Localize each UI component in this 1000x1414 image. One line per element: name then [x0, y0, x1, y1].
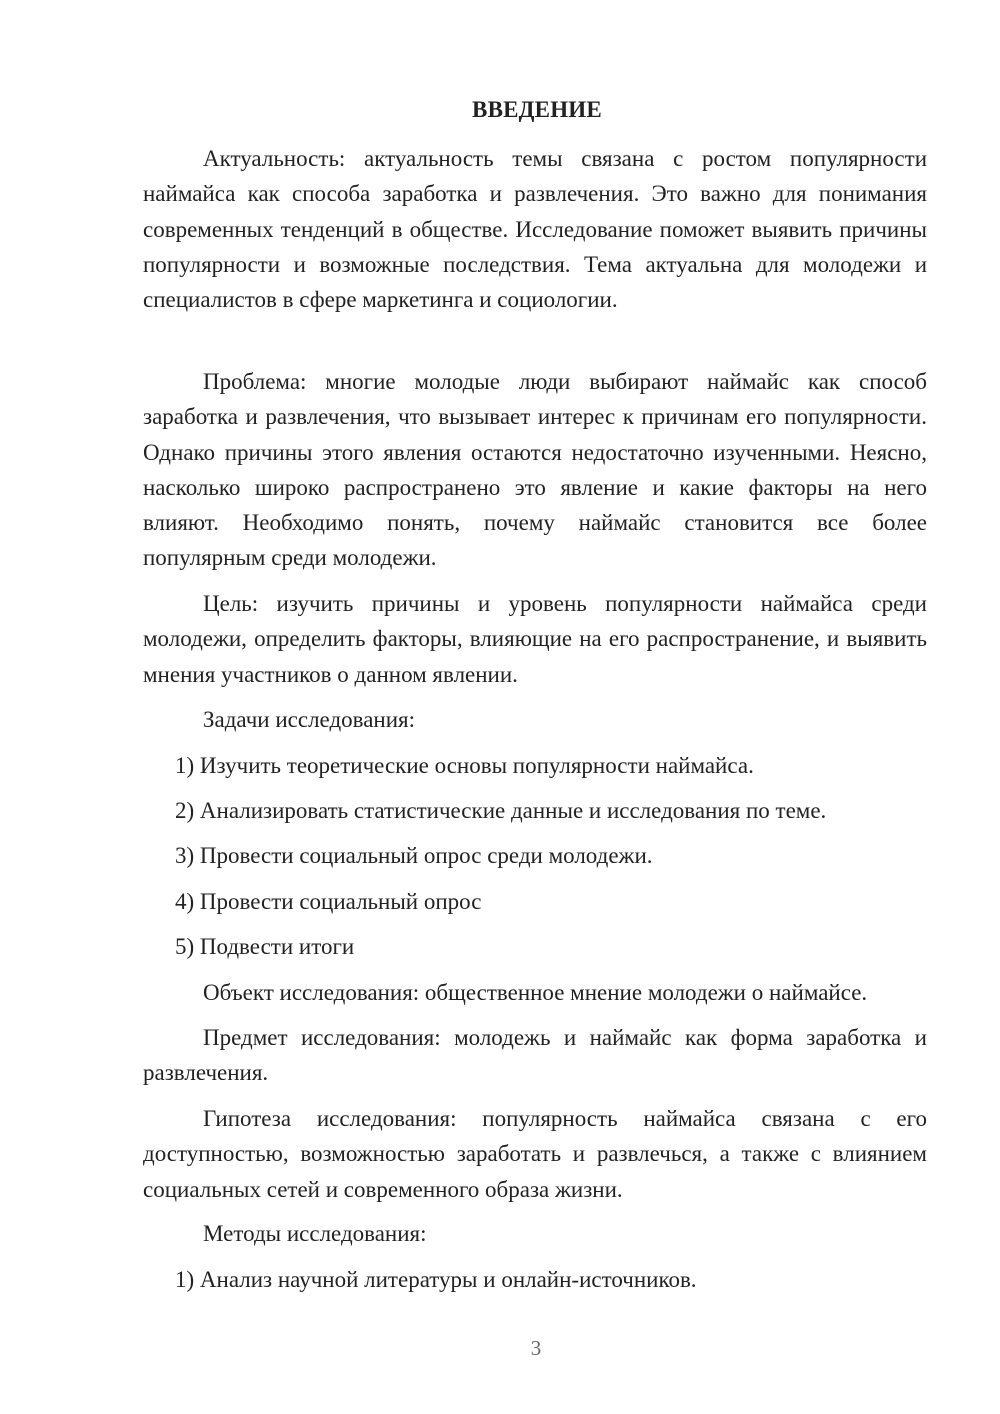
relevance-paragraph: Актуальность: актуальность темы связана с ростом популярности наймайса как способа заработка и развлечения. Это важно для понимания современных тенденций в обществе. Исследование поможет выявить причины популярности и возможные последствия. Тема актуальна для молодежи и специалистов в сфере маркетинга и социологии. [143, 146, 927, 313]
subject-paragraph: Предмет исследования: молодежь и наймайс как форма заработка и развлечения. [143, 1025, 927, 1086]
object-paragraph: Объект исследования: общественное мнение молодежи о наймайсе. [203, 980, 868, 1005]
task-item: 2) Анализировать статистические данные и исследования по теме. [175, 798, 827, 823]
task-item: 3) Провести социальный опрос среди молодежи. [175, 843, 653, 868]
task-item: 1) Изучить теоретические основы популярности наймайса. [175, 753, 754, 778]
method-item: 1) Анализ научной литературы и онлайн-источников. [175, 1267, 697, 1292]
goal-paragraph: Цель: изучить причины и уровень популярности наймайса среди молодежи, определить факторы, влияющие на его распространение, и выявить мнения участников о данном явлении. [143, 591, 927, 687]
methods-heading: Методы исследования: [203, 1221, 427, 1246]
tasks-heading: Задачи исследования: [203, 707, 416, 732]
task-item: 4) Провести социальный опрос [175, 889, 482, 914]
problem-paragraph: Проблема: многие молодые люди выбирают наймайс как способ заработка и развлечения, что вызывает интерес к причинам его популярности. Однако причины этого явления остаются недостаточно изученными. Неясно, насколько широко распространено это явление и какие факторы на него влияют. Необходимо понять, почему наймайс становится все более популярным среди молодежи. [143, 369, 927, 571]
section-title: ВВЕДЕНИЕ [472, 97, 602, 122]
hypothesis-paragraph: Гипотеза исследования: популярность наймайса связана с его доступностью, возможностью заработать и развлечься, а также с влиянием социальных сетей и современного образа жизни. [143, 1106, 927, 1202]
task-item: 5) Подвести итоги [175, 934, 355, 959]
page-number: 3 [530, 1336, 542, 1360]
